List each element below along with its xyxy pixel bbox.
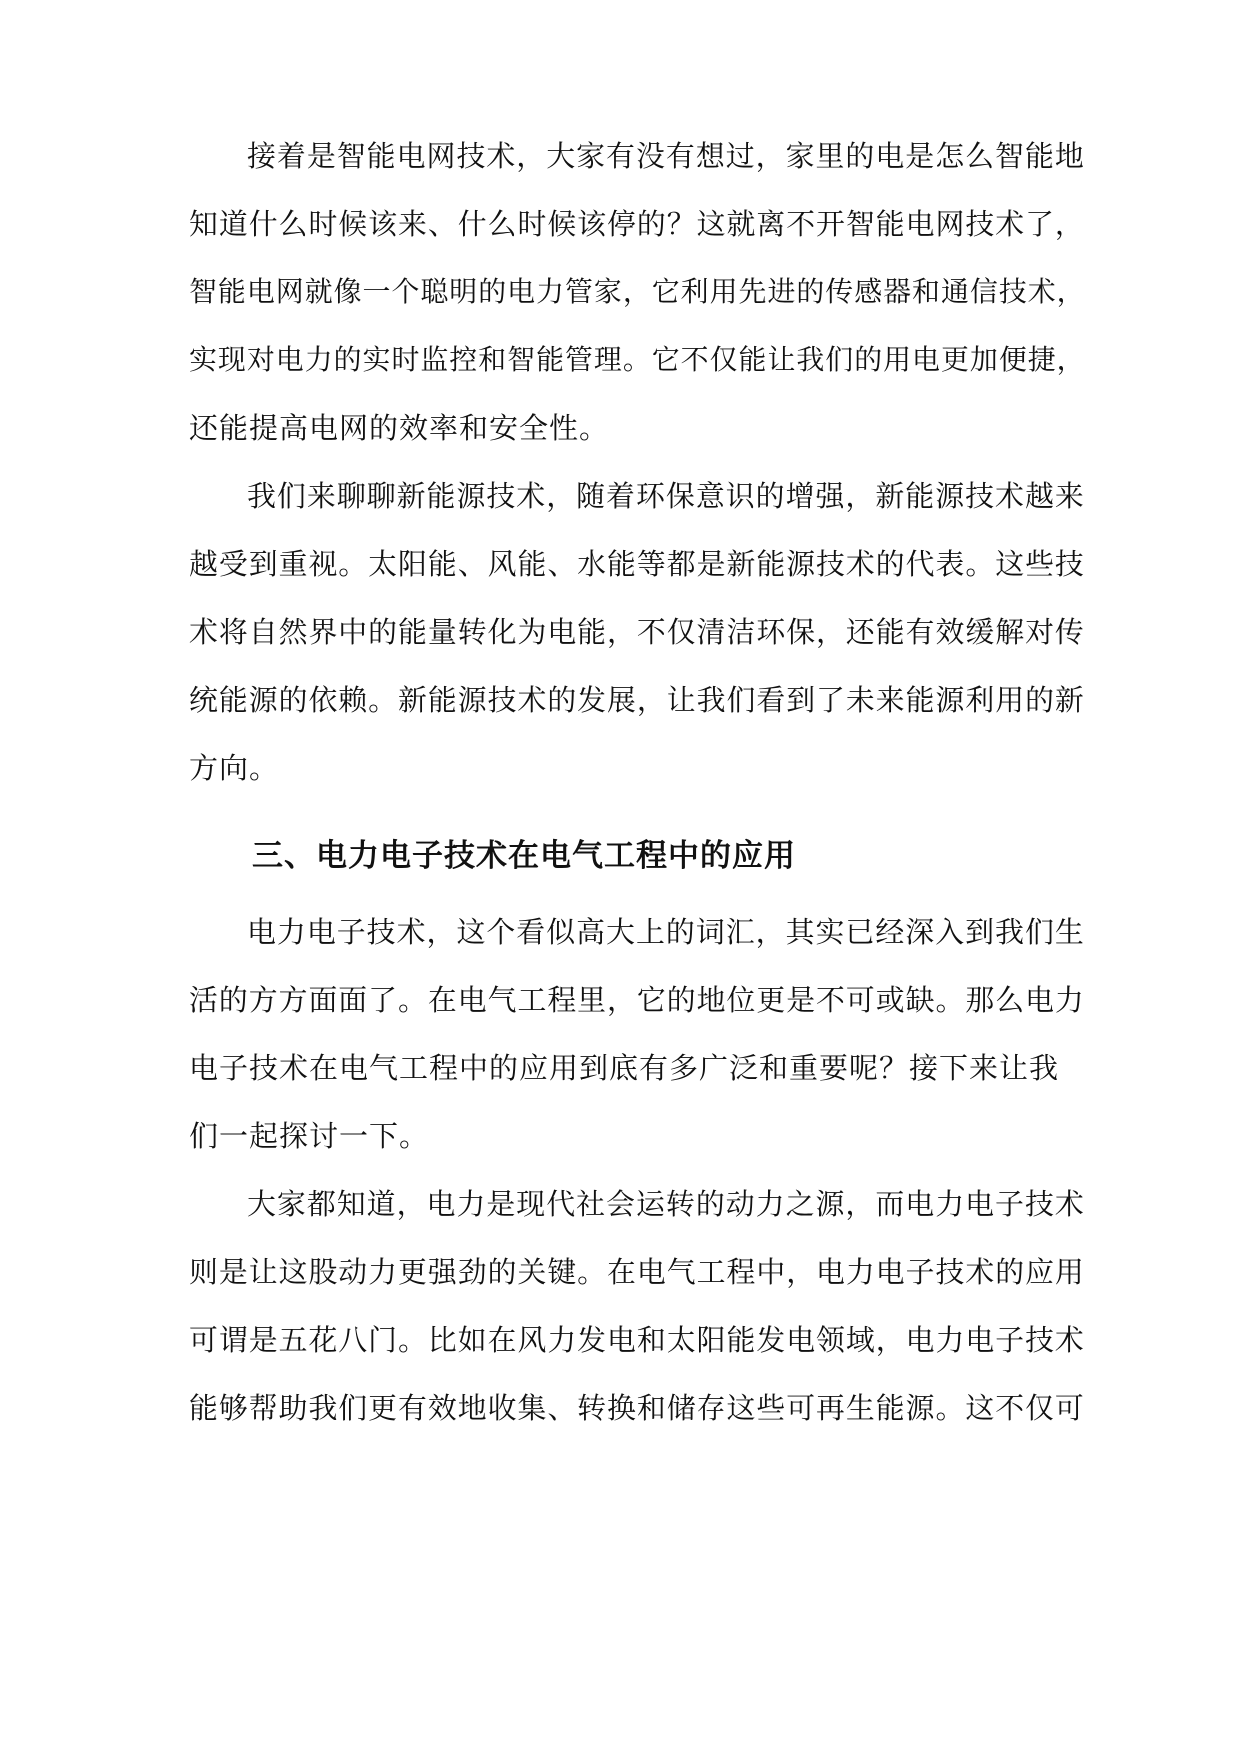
section-heading: 三、电力电子技术在电气工程中的应用 bbox=[252, 838, 796, 874]
text-line: 智能电网就像一个聪明的电力管家，它利用先进的传感器和通信技术， bbox=[189, 275, 1086, 308]
text-line: 则是让这股动力更强劲的关键。在电气工程中，电力电子技术的应用 bbox=[189, 1255, 1085, 1289]
text-line: 大家都知道，电力是现代社会运转的动力之源，而电力电子技术 bbox=[247, 1187, 1085, 1221]
text-line: 接着是智能电网技术，大家有没有想过，家里的电是怎么智能地 bbox=[247, 139, 1085, 173]
text-line: 们一起探讨一下。 bbox=[189, 1119, 430, 1153]
text-line: 电子技术在电气工程中的应用到底有多广泛和重要呢？接下来让我 bbox=[189, 1051, 1060, 1085]
text-line: 还能提高电网的效率和安全性。 bbox=[189, 411, 610, 445]
text-line: 术将自然界中的能量转化为电能，不仅清洁环保，还能有效缓解对传 bbox=[189, 615, 1085, 649]
text-line: 方向。 bbox=[189, 751, 280, 785]
text-line: 电力电子技术，这个看似高大上的词汇，其实已经深入到我们生 bbox=[247, 915, 1085, 949]
text-line: 知道什么时候该来、什么时候该停的？这就离不开智能电网技术了， bbox=[189, 207, 1085, 241]
text-line: 活的方方面面了。在电气工程里，它的地位更是不可或缺。那么电力 bbox=[189, 983, 1085, 1017]
text-line: 可谓是五花八门。比如在风力发电和太阳能发电领域，电力电子技术 bbox=[189, 1323, 1085, 1357]
text-line: 越受到重视。太阳能、风能、水能等都是新能源技术的代表。这些技 bbox=[189, 547, 1085, 581]
text-line: 实现对电力的实时监控和智能管理。它不仅能让我们的用电更加便捷， bbox=[189, 343, 1086, 376]
text-line: 能够帮助我们更有效地收集、转换和储存这些可再生能源。这不仅可 bbox=[189, 1391, 1085, 1425]
text-line: 我们来聊聊新能源技术，随着环保意识的增强，新能源技术越来 bbox=[247, 479, 1085, 513]
text-line: 统能源的依赖。新能源技术的发展，让我们看到了未来能源利用的新 bbox=[189, 683, 1085, 717]
